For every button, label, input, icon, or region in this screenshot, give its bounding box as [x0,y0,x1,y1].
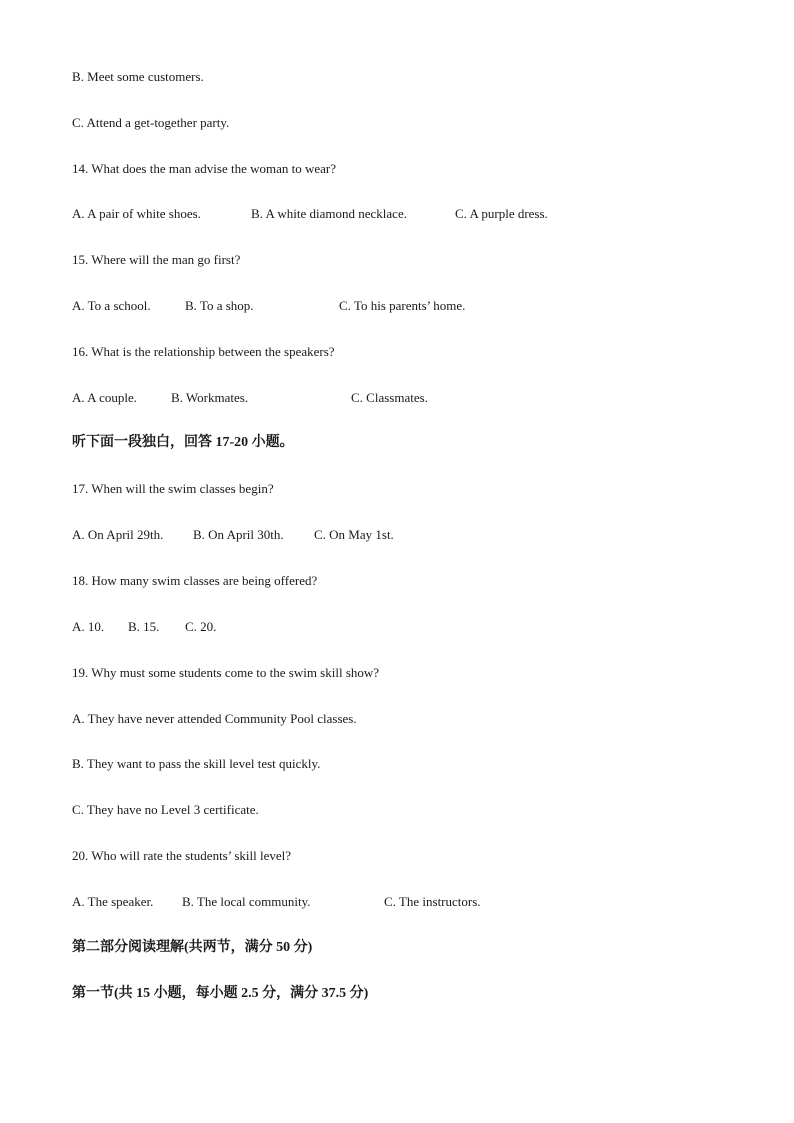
option-16c: C. Classmates. [351,390,428,405]
option-20c: C. The instructors. [384,894,481,909]
question-16: 16. What is the relationship between the speakers? [72,344,335,359]
option-19c: C. They have no Level 3 certificate. [72,802,259,817]
option-14c: C. A purple dress. [455,206,548,221]
question-14: 14. What does the man advise the woman to wear? [72,161,337,176]
option-15c: C. To his parents’ home. [339,298,466,313]
question-18: 18. How many swim classes are being offered? [72,573,318,588]
question-19: 19. Why must some students come to the swim skill show? [72,665,380,680]
option-15b: B. To a shop. [185,298,254,313]
option-17c: C. On May 1st. [314,527,394,542]
option-14a: A. A pair of white shoes. [72,206,201,221]
section-heading-monologue: 听下面一段独白，回答 17-20 小题。 [72,435,294,450]
option-17b: B. On April 30th. [193,527,284,542]
option-18b: B. 15. [128,619,160,634]
option-15a: A. To a school. [72,298,151,313]
option-19a: A. They have never attended Community Pool classes. [72,711,357,726]
option-16b: B. Workmates. [171,390,249,405]
option-13b: B. Meet some customers. [72,69,204,84]
question-15: 15. Where will the man go first? [72,252,241,267]
option-16a: A. A couple. [72,390,137,405]
question-17: 17. When will the swim classes begin? [72,481,274,496]
option-17a: A. On April 29th. [72,527,164,542]
option-18c: C. 20. [185,619,217,634]
option-19b: B. They want to pass the skill level test quickly. [72,756,321,771]
option-18a: A. 10. [72,619,105,634]
option-13c: C. Attend a get-together party. [72,115,230,130]
part-two-heading: 第二部分阅读理解(共两节，满分 50 分) [72,940,313,955]
option-20a: A. The speaker. [72,894,154,909]
option-20b: B. The local community. [182,894,311,909]
option-14b: B. A white diamond necklace. [251,206,407,221]
part-two-section-one-heading: 第一节(共 15 小题，每小题 2.5 分，满分 37.5 分) [72,986,369,1001]
question-20: 20. Who will rate the students’ skill level? [72,848,292,863]
